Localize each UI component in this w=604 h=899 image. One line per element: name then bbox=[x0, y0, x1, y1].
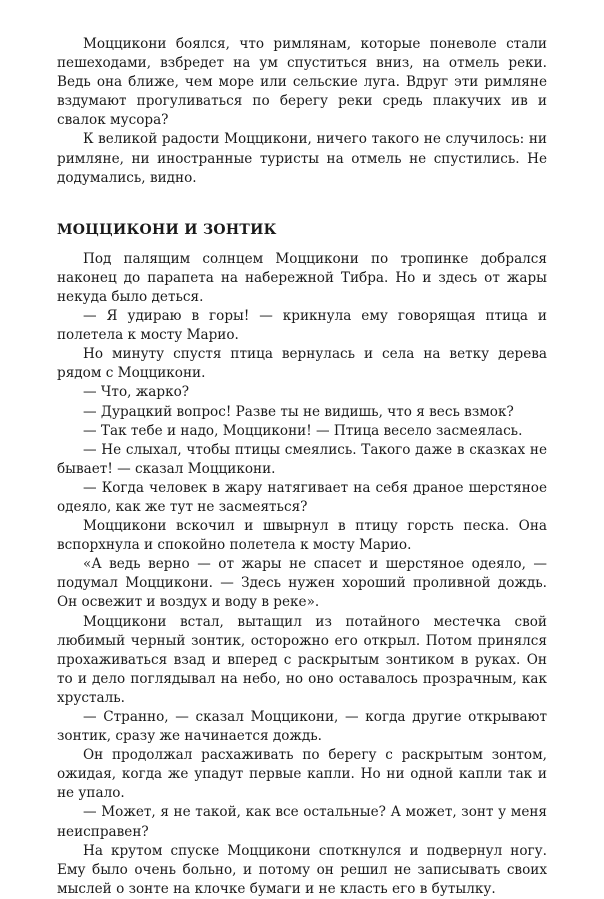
paragraph: — Что, жарко? bbox=[83, 384, 190, 401]
book-page bbox=[57, 35, 547, 899]
paragraph: — Так тебе и надо, Моццикони! — Птица весело засмеялась. bbox=[83, 422, 523, 439]
paragraph: Он продолжал расхаживать по берегу с раскрытым зонтом, ожидая, когда же упадут первые капли. Но ни одной капли так и не упало. bbox=[57, 747, 547, 802]
paragraph: «А ведь верно — от жары не спасет и шерстяное одеяло, — подумал Моццикони. — Здесь нужен хороший проливной дождь. Он освежит и воздух и воду в реке». bbox=[57, 556, 547, 611]
paragraph: — Странно, — сказал Моццикони, — когда другие открывают зонтик, сразу же начинается дождь. bbox=[57, 709, 547, 745]
paragraph: Моццикони боялся, что римлянам, которые поневоле стали пешеходами, взбредет на ум спуститься вниз, на отмель реки. Ведь она ближе, чем море или сельские луга. Вдруг эти римляне вздумают прогуливаться по берегу реки средь плакучих ив и свалок мусора? bbox=[57, 36, 547, 129]
paragraph: — Когда человек в жару натягивает на себя драное шерстяное одеяло, как же тут не засмеяться? bbox=[57, 479, 547, 515]
paragraph: — Может, я не такой, как все остальные? А может, зонт у меня неисправен? bbox=[57, 804, 547, 840]
paragraph: Под палящим солнцем Моццикони по тропинке добрался наконец до парапета на набережной Тибра. Но и здесь от жары некуда было деться. bbox=[57, 250, 547, 305]
paragraph: К великой радости Моццикони, ничего такого не случилось: ни римляне, ни иностранные туристы на отмель не спустились. Не додумались, видно. bbox=[57, 131, 547, 186]
paragraph: На крутом спуске Моццикони споткнулся и подвернул ногу. Ему было очень больно, и потому он решил не записывать своих мыслей о зонте на клочке бумаги и не класть его в бутылку. bbox=[57, 842, 547, 897]
chapter-title: МОЦЦИКОНИ И ЗОНТИК bbox=[57, 221, 277, 238]
paragraph: Но минуту спустя птица вернулась и села на ветку дерева рядом с Моццикони. bbox=[57, 346, 547, 382]
paragraph: — Не слыхал, чтобы птицы смеялись. Такого даже в сказках не бывает! — сказал Моццикони. bbox=[57, 441, 547, 477]
paragraph: — Дурацкий вопрос! Разве ты не видишь, что я весь взмок? bbox=[83, 403, 514, 420]
paragraph: Моццикони вскочил и швырнул в птицу горсть песка. Она вспорхнула и спокойно полетела к мосту Марио. bbox=[57, 518, 547, 554]
paragraph: Моццикони встал, вытащил из потайного местечка свой любимый черный зонтик, осторожно его открыл. Потом принялся прохаживаться взад и вперед с раскрытым зонтиком в руках. Он то и дело поглядывал на небо, но оно оставалось прозрачным, как хрусталь. bbox=[57, 613, 547, 706]
paragraph: — Я удираю в горы! — крикнула ему говорящая птица и полетела к мосту Марио. bbox=[57, 308, 547, 344]
